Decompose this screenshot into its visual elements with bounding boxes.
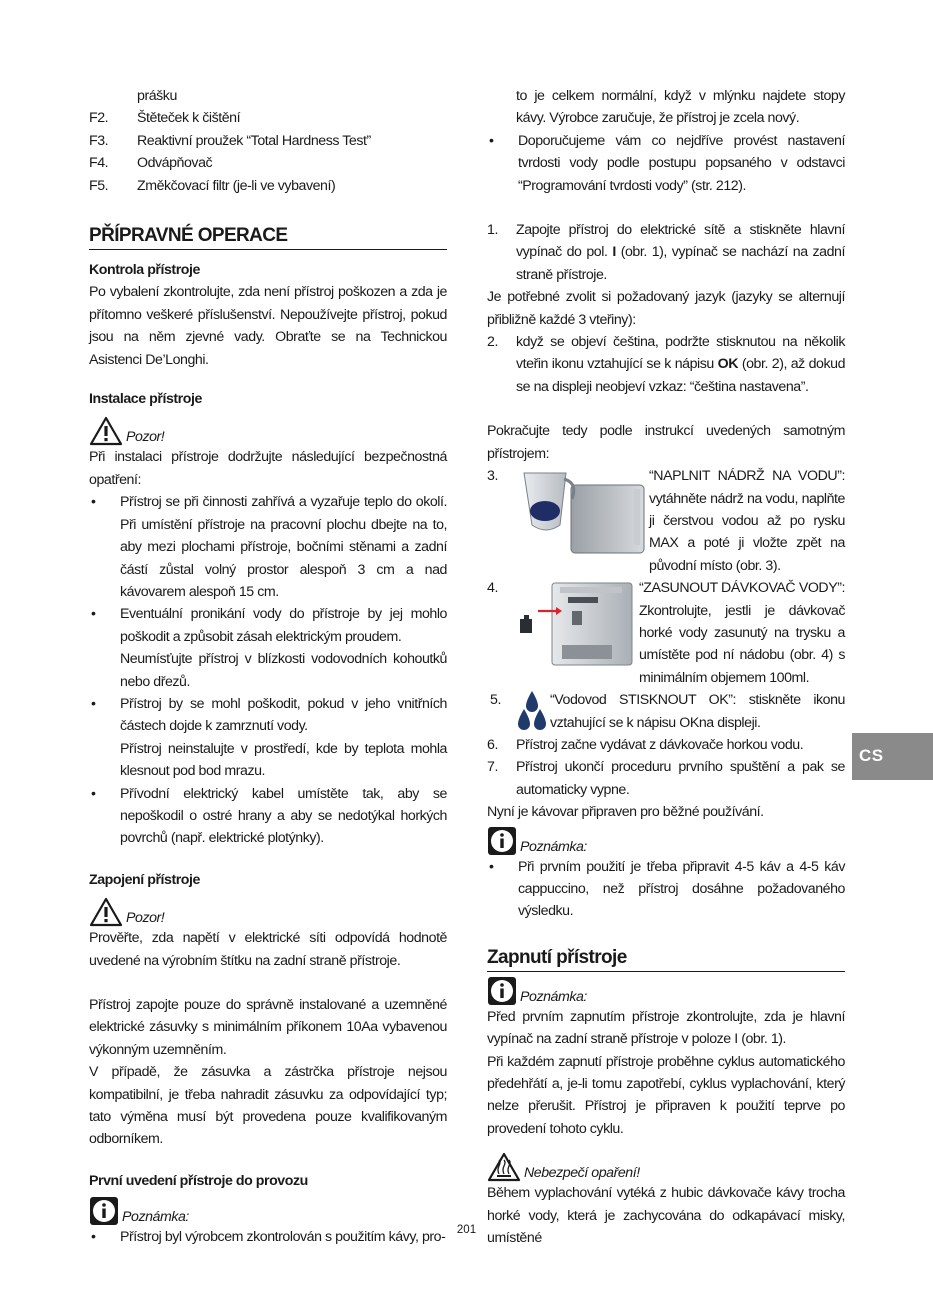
list-item: • Přístroj byl výrobcem zkontrolován s použitím kávy, pro- <box>91 1229 446 1246</box>
note-label: Poznámka: <box>520 838 587 855</box>
heading-prvni-uvedeni: První uvedení přístroje do provozu <box>89 1172 308 1189</box>
info-note <box>487 824 845 856</box>
paragraph-continued: to je celkem normální, když v mlýnku najdete stopy kávy. Výrobce zaručuje, že přístroj je zcela nový. <box>516 88 845 127</box>
water-tank-illustration <box>516 465 646 557</box>
heading-instalace: Instalace přístroje <box>89 391 202 408</box>
danger-label: Nebezpečí opaření! <box>524 1165 640 1182</box>
page-number: 201 <box>456 1224 477 1236</box>
right-column <box>487 85 845 1249</box>
note-label: Poznámka: <box>520 988 587 1005</box>
left-column <box>89 85 447 1249</box>
list-item: • Přístroj se při činnosti zahřívá a vyzařuje teplo do okolí. Při umístění přístroje na pracovní plochu dbejte na to, aby mezi plochami přístroje, bočními stěnami a zadní částí zůstal volný prostor alespoň 3 cm a nad kávovarem alespoň 15 cm. <box>91 494 447 600</box>
warning-label: Pozor! <box>126 429 165 446</box>
paragraph-pokracujte: Pokračujte tedy podle instrukcí uvedených samotným přístrojem: <box>487 423 845 462</box>
list-item: F2. Štěteček k čištění <box>89 110 241 127</box>
list-item: prášku <box>137 88 177 104</box>
step-2: 2. když se objeví čeština, podržte stisknutou na několik vteřin ikonu vztahující se k nápisu OK (obr. 2), až dokud se na displeji neobjeví vzkaz: “čeština nastavena”. <box>487 334 846 395</box>
paragraph-nebezpeci: Během vyplachování vytéká z hubic dávkovače kávy trocha horké vody, která je zachycována do odkapávací misky, umístěné <box>487 1185 845 1247</box>
warning-label: Pozor! <box>126 910 165 927</box>
list-item: F4. Odvápňovač <box>89 155 213 172</box>
step-7: 7. Přístroj ukončí proceduru prvního spuštění a pak se automaticky vypne. <box>487 759 845 798</box>
section-title-zapnuti: Zapnutí přístroje <box>487 945 845 972</box>
info-icon <box>487 826 517 856</box>
paragraph-jazyk: Je potřebné zvolit si požadovaný jazyk (jazyky se alternují přibližně každé 3 vteřiny): <box>487 289 845 328</box>
accessory-list <box>89 85 447 197</box>
warning-icon <box>89 897 123 927</box>
step-4: 4. “ZASUNOUT DÁVKOVAČ VODY”: Zkontrolujte, jestli je dávkovač horké vody zasunutý na trysku a umístěte pod ní nádobu (obr. 4) s minimálním objemem 100ml. <box>487 577 845 689</box>
paragraph-instalace-intro: Při instalaci přístroje dodržujte následující bezpečnostná opatření: <box>89 449 447 488</box>
heading-kontrola: Kontrola přístroje <box>89 262 200 279</box>
list-item: F3. Reaktivní proužek “Total Hardness Test” <box>89 132 371 149</box>
paragraph-zapojeni-2: Přístroj zapojte pouze do správně instalované a uzemněné elektrické zásuvky s minimálním příkonem 10Aa vybavenou výkonným uzemněním. <box>89 997 447 1058</box>
heading-zapojeni: Zapojení přístroje <box>89 871 200 888</box>
language-tab: CS <box>852 733 933 780</box>
info-icon <box>487 976 517 1006</box>
list-item: • Přístroj by se mohl poškodit, pokud v jeho vnitřních částech dojde k zamrznutí vody. Přístroj neinstalujte v prostředí, kde by teplota mohla klesnout pod bod mrazu. <box>91 695 447 780</box>
list-item: • Při prvním použití je třeba připravit 4-5 káv a 4-5 káv cappuccino, než přístroj dosáhne požadovaného výsledku. <box>489 858 845 920</box>
info-note <box>487 974 845 1006</box>
step-3: 3. “NAPLNIT NÁDRŽ NA VODU”: vytáhněte nádrž na vodu, naplňte ji čerstvou vodou až po rysku MAX a poté ji vložte zpět na původní místo (obr. 3). <box>487 465 845 577</box>
paragraph-kontrola: Po vybalení zkontrolujte, zda není přístroj poškozen a zda je přítomno veškeré příslušenství. Nepoužívejte přístroj, pokud jsou na něm zjevné vady. Obraťte se na Technickou Asistenci De’Longhi. <box>89 284 447 368</box>
paragraph-zapnuti-1: Před prvním zapnutím přístroje zkontrolujte, zda je hlavní vypínač na zadní straně přístroje v poloze I (obr. 1). <box>487 1008 845 1048</box>
hot-surface-warning-icon <box>487 1152 521 1182</box>
water-drops-icon <box>516 689 548 733</box>
note-label: Poznámka: <box>122 1209 189 1226</box>
step-1: 1. Zapojte přístroj do elektrické sítě a stiskněte hlavní vypínač do pol. I (obr. 1), vypínač se nachází na zadní straně přístroje. <box>487 222 845 283</box>
list-item: • Doporučujeme vám co nejdříve provést nastavení tvrdosti vody podle postupu popsaného v odstavci “Programování tvrdosti vody” (str. 212). <box>489 132 845 194</box>
warning-note <box>89 895 447 927</box>
warning-note <box>89 414 447 446</box>
paragraph-zapnuti-2: Při každém zapnutí přístroje proběhne cyklus automatického předehřátí a, je-li tomu zapotřebí, cyklus vyplachování, který nelze přerušit. Přístroj je připraven k použití teprve po provedení tohoto cyklu. <box>487 1053 845 1137</box>
step-5: 5. “Vodovod STISKNOUT OK”: stiskněte ikonu vztahující se k nápisu OKna displeji. <box>487 689 845 734</box>
paragraph-zapojeni-1: Prověřte, zda napětí v elektrické síti odpovídá hodnotě uvedené na výrobním štítku na zadní straně přístroje. <box>89 930 447 969</box>
list-item: • Přívodní elektrický kabel umístěte tak, aby se nepoškodil o ostré hrany a aby se nedotýkal horkých povrchů (např. elektrické plotýnky). <box>91 785 447 847</box>
paragraph-zapojeni-3: V případě, že zásuvka a zástrčka přístroje nejsou kompatibilní, je třeba nahradit zásuvku za odpovídající typ; tato výměna musí být provedena pouze kvalifikovaným odborníkem. <box>89 1064 447 1148</box>
list-item: F5. Změkčovací filtr (je-li ve vybavení) <box>89 177 336 194</box>
hot-warning-note <box>487 1150 845 1182</box>
coffee-machine-illustration <box>516 577 636 667</box>
warning-icon <box>89 416 123 446</box>
section-title-pripravne: PŘÍPRAVNÉ OPERACE <box>89 223 447 250</box>
step-6: 6. Přístroj začne vydávat z dávkovače horkou vodu. <box>487 736 804 753</box>
list-item: • Eventuální pronikání vody do přístroje by jej mohlo poškodit a způsobit zásah elektrickým proudem. Neumísťujte přístroj v blízkosti vodovodních kohoutků nebo dřezů. <box>91 606 447 690</box>
paragraph-nyni: Nyní je kávovar připraven pro běžné používání. <box>487 804 764 821</box>
